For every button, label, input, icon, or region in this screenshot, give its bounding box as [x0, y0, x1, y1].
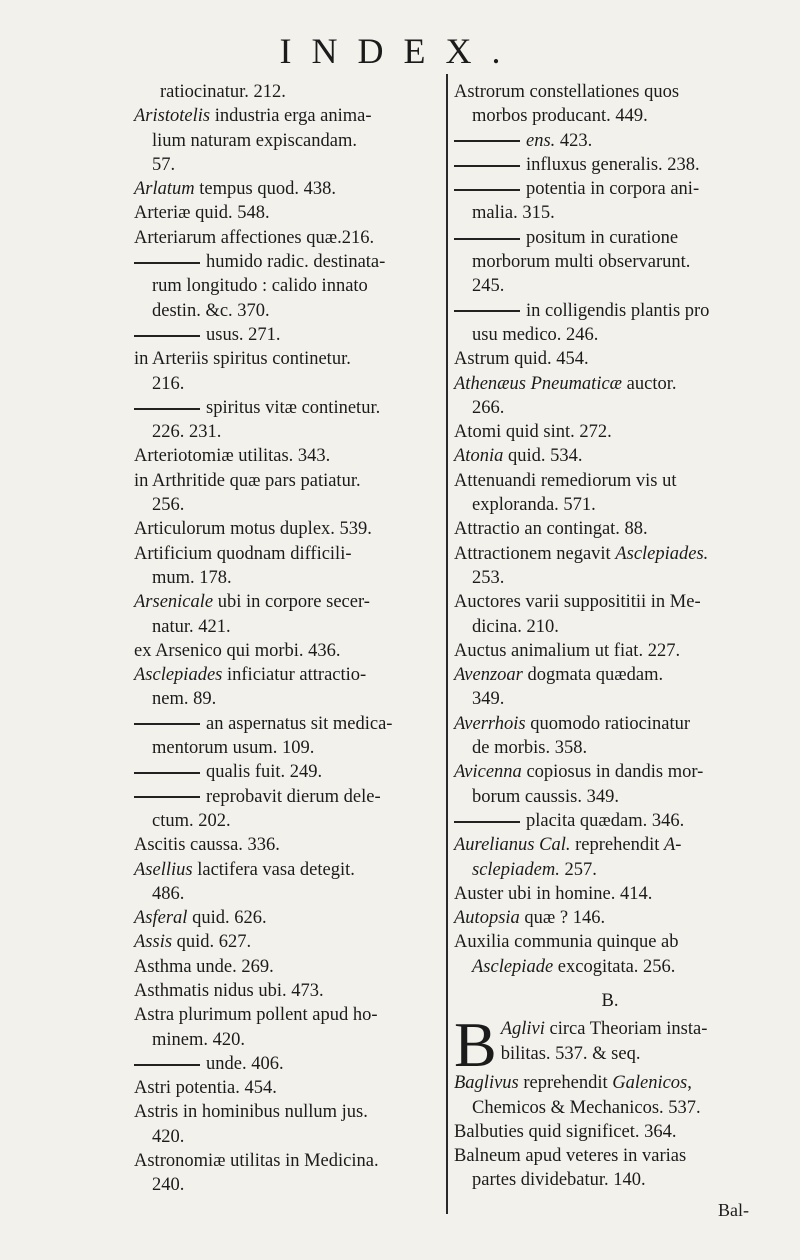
entry-line: exploranda. 571.: [472, 495, 596, 516]
entry-line: influxus generalis. 238.: [454, 153, 766, 177]
entry-line: Attractio an contingat. 88.: [454, 519, 648, 540]
right-entry: [454, 420, 766, 444]
entry-line: ens. 423.: [454, 129, 766, 153]
entry-line: Auster ubi in homine. 414.: [454, 883, 653, 904]
entry-line: dicina. 210.: [472, 616, 559, 637]
entry-line: Attractionem negavit Asclepiades.: [454, 543, 709, 564]
column-divider: [446, 74, 448, 1214]
left-entry: [134, 444, 438, 468]
entry-line: in Arteriis spiritus continetur.: [134, 349, 351, 370]
right-entry: [454, 1009, 766, 1081]
left-entry: [134, 80, 438, 104]
entry-line: Chemicos & Mechanicos. 537.: [472, 1097, 701, 1118]
left-entry: [134, 760, 438, 784]
entry-line: Autopsia quæ ? 146.: [454, 908, 606, 929]
entry-line: spiritus vitæ continetur.: [134, 396, 438, 420]
ditto-dash: [454, 140, 520, 142]
entry-line: ctum. 202.: [152, 810, 231, 831]
entry-line: Balbuties quid significet. 364.: [454, 1121, 677, 1142]
entry-line: Asclepiade excogitata. 256.: [472, 956, 676, 977]
entry-line: mum. 178.: [152, 567, 232, 588]
entry-line: lium naturam expiscandam.: [152, 130, 357, 151]
entry-line: sclepiadem. 257.: [472, 859, 597, 880]
entry-line: Attenuandi remediorum vis ut: [454, 470, 677, 491]
entry-line: nem. 89.: [152, 689, 217, 710]
entry-line: Baglivus reprehendit Galenicos,: [454, 1073, 692, 1094]
left-entry: [134, 663, 438, 712]
entry-line: 349.: [472, 689, 505, 710]
entry-line: Auxilia communia quinque ab: [454, 932, 679, 953]
entry-line: 266.: [472, 397, 505, 418]
entry-line: de morbis. 358.: [472, 738, 588, 759]
right-entry: [454, 153, 766, 177]
entry-line: rum longitudo : calido innato: [152, 276, 368, 297]
ditto-dash: [454, 189, 520, 191]
left-column: [134, 80, 438, 1198]
left-entry: [134, 517, 438, 541]
ditto-dash: [454, 821, 520, 823]
left-entry: [134, 104, 438, 177]
right-entry: [454, 80, 766, 129]
entry-line: Athenæus Pneumaticæ auctor.: [454, 373, 677, 394]
entry-line: natur. 421.: [152, 616, 231, 637]
entry-line: morbos producant. 449.: [472, 106, 648, 127]
entry-line: Articulorum motus duplex. 539.: [134, 519, 372, 540]
entry-line: usus. 271.: [134, 323, 438, 347]
entry-line: Asferal quid. 626.: [134, 908, 267, 929]
right-entry: [454, 347, 766, 371]
entry-line: Asthmatis nidus ubi. 473.: [134, 980, 324, 1001]
ditto-dash: [134, 796, 200, 798]
entry-line: malia. 315.: [472, 203, 555, 224]
left-entry: [134, 906, 438, 930]
entry-line: Balneum apud veteres in varias: [454, 1146, 687, 1167]
left-entry: [134, 712, 438, 761]
entry-line: Ascitis caussa. 336.: [134, 835, 280, 856]
left-entry: [134, 590, 438, 639]
right-entry: [454, 226, 766, 299]
ditto-dash: [454, 310, 520, 312]
right-entry: [454, 809, 766, 833]
right-entry: [454, 1144, 766, 1193]
entry-line: in Arthritide quæ pars patiatur.: [134, 470, 361, 491]
ditto-dash: [454, 165, 520, 167]
right-entry: [454, 1071, 766, 1120]
catchword: Bal-: [718, 1200, 749, 1220]
entry-line: 57.: [152, 154, 176, 175]
left-entry: [134, 955, 438, 979]
left-entry: [134, 858, 438, 907]
entry-line: Assis quid. 627.: [134, 932, 252, 953]
entry-line: 240.: [152, 1175, 185, 1196]
left-entry: [134, 542, 438, 591]
entry-line: Atonia quid. 534.: [454, 446, 583, 467]
entry-line: ex Arsenico qui morbi. 436.: [134, 640, 341, 661]
right-entry: [454, 906, 766, 930]
entry-line: minem. 420.: [152, 1029, 246, 1050]
right-column: [454, 80, 766, 1193]
left-entry: [134, 1052, 438, 1076]
entry-line: Astri potentia. 454.: [134, 1078, 277, 1099]
right-entry: [454, 517, 766, 541]
entry-line: Atomi quid sint. 272.: [454, 422, 612, 443]
entry-line: Auctores varii supposititii in Me-: [454, 592, 701, 613]
left-entry: [134, 1100, 438, 1149]
left-entry: [134, 201, 438, 225]
entry-line: Auctus animalium ut fiat. 227.: [454, 640, 681, 661]
entry-line: positum in curatione: [454, 226, 766, 250]
right-entry: [454, 639, 766, 663]
entry-line: humido radic. destinata-: [134, 250, 438, 274]
entry-line: morborum multi observarunt.: [472, 252, 691, 273]
right-entry: [454, 760, 766, 809]
entry-line: partes dividebatur. 140.: [472, 1170, 646, 1191]
right-entry: [454, 177, 766, 226]
left-entry: [134, 469, 438, 518]
ditto-dash: [454, 238, 520, 240]
entry-line: ratiocinatur. 212.: [160, 82, 286, 102]
drop-cap: B: [454, 1009, 497, 1081]
entry-line: destin. &c. 370.: [152, 300, 270, 321]
entry-line: Avicenna copiosus in dandis mor-: [454, 762, 704, 783]
entry-line: Arteriotomiæ utilitas. 343.: [134, 446, 331, 467]
right-entry: [454, 882, 766, 906]
entry-line: Astris in hominibus nullum jus.: [134, 1102, 368, 1123]
entry-line: potentia in corpora ani-: [454, 177, 766, 201]
left-entry: [134, 833, 438, 857]
entry-line: Aglivi circa Theoriam insta-: [500, 1019, 708, 1040]
left-entry: [134, 177, 438, 201]
ditto-dash: [134, 262, 200, 264]
entry-line: Artificium quodnam difficili-: [134, 543, 352, 564]
right-entry: [454, 712, 766, 761]
right-entry: [454, 663, 766, 712]
ditto-dash: [134, 335, 200, 337]
left-entry: [134, 785, 438, 834]
entry-line: 253.: [472, 567, 505, 588]
entry-line: borum caussis. 349.: [472, 786, 619, 807]
left-entry: [134, 1076, 438, 1100]
entry-line: Arteriæ quid. 548.: [134, 203, 270, 224]
entry-line: 226. 231.: [152, 422, 222, 443]
left-entry: [134, 930, 438, 954]
entry-line: unde. 406.: [134, 1052, 438, 1076]
right-entry: [454, 372, 766, 421]
entry-line: Astrum quid. 454.: [454, 349, 589, 370]
entry-line: Astronomiæ utilitas in Medicina.: [134, 1151, 379, 1172]
entry-line: Arlatum tempus quod. 438.: [134, 179, 336, 200]
right-entry: [454, 930, 766, 979]
right-entry: [454, 469, 766, 518]
left-entry: [134, 639, 438, 663]
ditto-dash: [134, 772, 200, 774]
entry-line: Astrorum constellationes quos: [454, 82, 680, 102]
ditto-dash: [134, 1064, 200, 1066]
entry-line: 216.: [152, 373, 185, 394]
right-entry: [454, 444, 766, 468]
entry-line: Astra plurimum pollent apud ho-: [134, 1005, 378, 1026]
right-entry: [454, 590, 766, 639]
ditto-dash: [134, 408, 200, 410]
entry-line: Avenzoar dogmata quædam.: [454, 665, 664, 686]
left-entry: [134, 226, 438, 250]
entry-line: 486.: [152, 883, 185, 904]
entry-line: 256.: [152, 495, 185, 516]
entry-line: usu medico. 246.: [472, 324, 599, 345]
left-entry: [134, 979, 438, 1003]
entry-line: Asellius lactifera vasa detegit.: [134, 859, 355, 880]
entry-line: bilitas. 537. & seq.: [500, 1043, 641, 1064]
left-entry: [134, 1003, 438, 1052]
entry-line: qualis fuit. 249.: [134, 760, 438, 784]
entry-line: Aurelianus Cal. reprehendit A-: [454, 835, 682, 856]
entry-line: 245.: [472, 276, 505, 297]
left-entry: [134, 323, 438, 347]
page-title: INDEX.: [279, 31, 521, 71]
right-entry: [454, 1120, 766, 1144]
entry-line: 420.: [152, 1126, 185, 1147]
right-entry: [454, 129, 766, 153]
right-entry: [454, 299, 766, 348]
entry-line: mentorum usum. 109.: [152, 738, 315, 759]
entry-line: in colligendis plantis pro: [454, 299, 766, 323]
entry-line: placita quædam. 346.: [454, 809, 766, 833]
entry-line: Arteriarum affectiones quæ.216.: [134, 227, 375, 248]
left-entry: [134, 1149, 438, 1198]
left-entry: [134, 347, 438, 396]
right-entry: [454, 833, 766, 882]
left-entry: [134, 250, 438, 323]
entry-line: Asclepiades inficiatur attractio-: [134, 665, 367, 686]
entry-line: Asthma unde. 269.: [134, 956, 274, 977]
ditto-dash: [134, 723, 200, 725]
section-heading-b: B.: [601, 990, 619, 1011]
entry-line: Arsenicale ubi in corpore secer-: [134, 592, 370, 613]
entry-line: an aspernatus sit medica-: [134, 712, 438, 736]
entry-line: Averrhois quomodo ratiocinatur: [454, 713, 691, 734]
right-entry: [454, 542, 766, 591]
entry-line: Aristotelis industria erga anima-: [134, 106, 372, 127]
entry-line: reprobavit dierum dele-: [134, 785, 438, 809]
left-entry: [134, 396, 438, 445]
